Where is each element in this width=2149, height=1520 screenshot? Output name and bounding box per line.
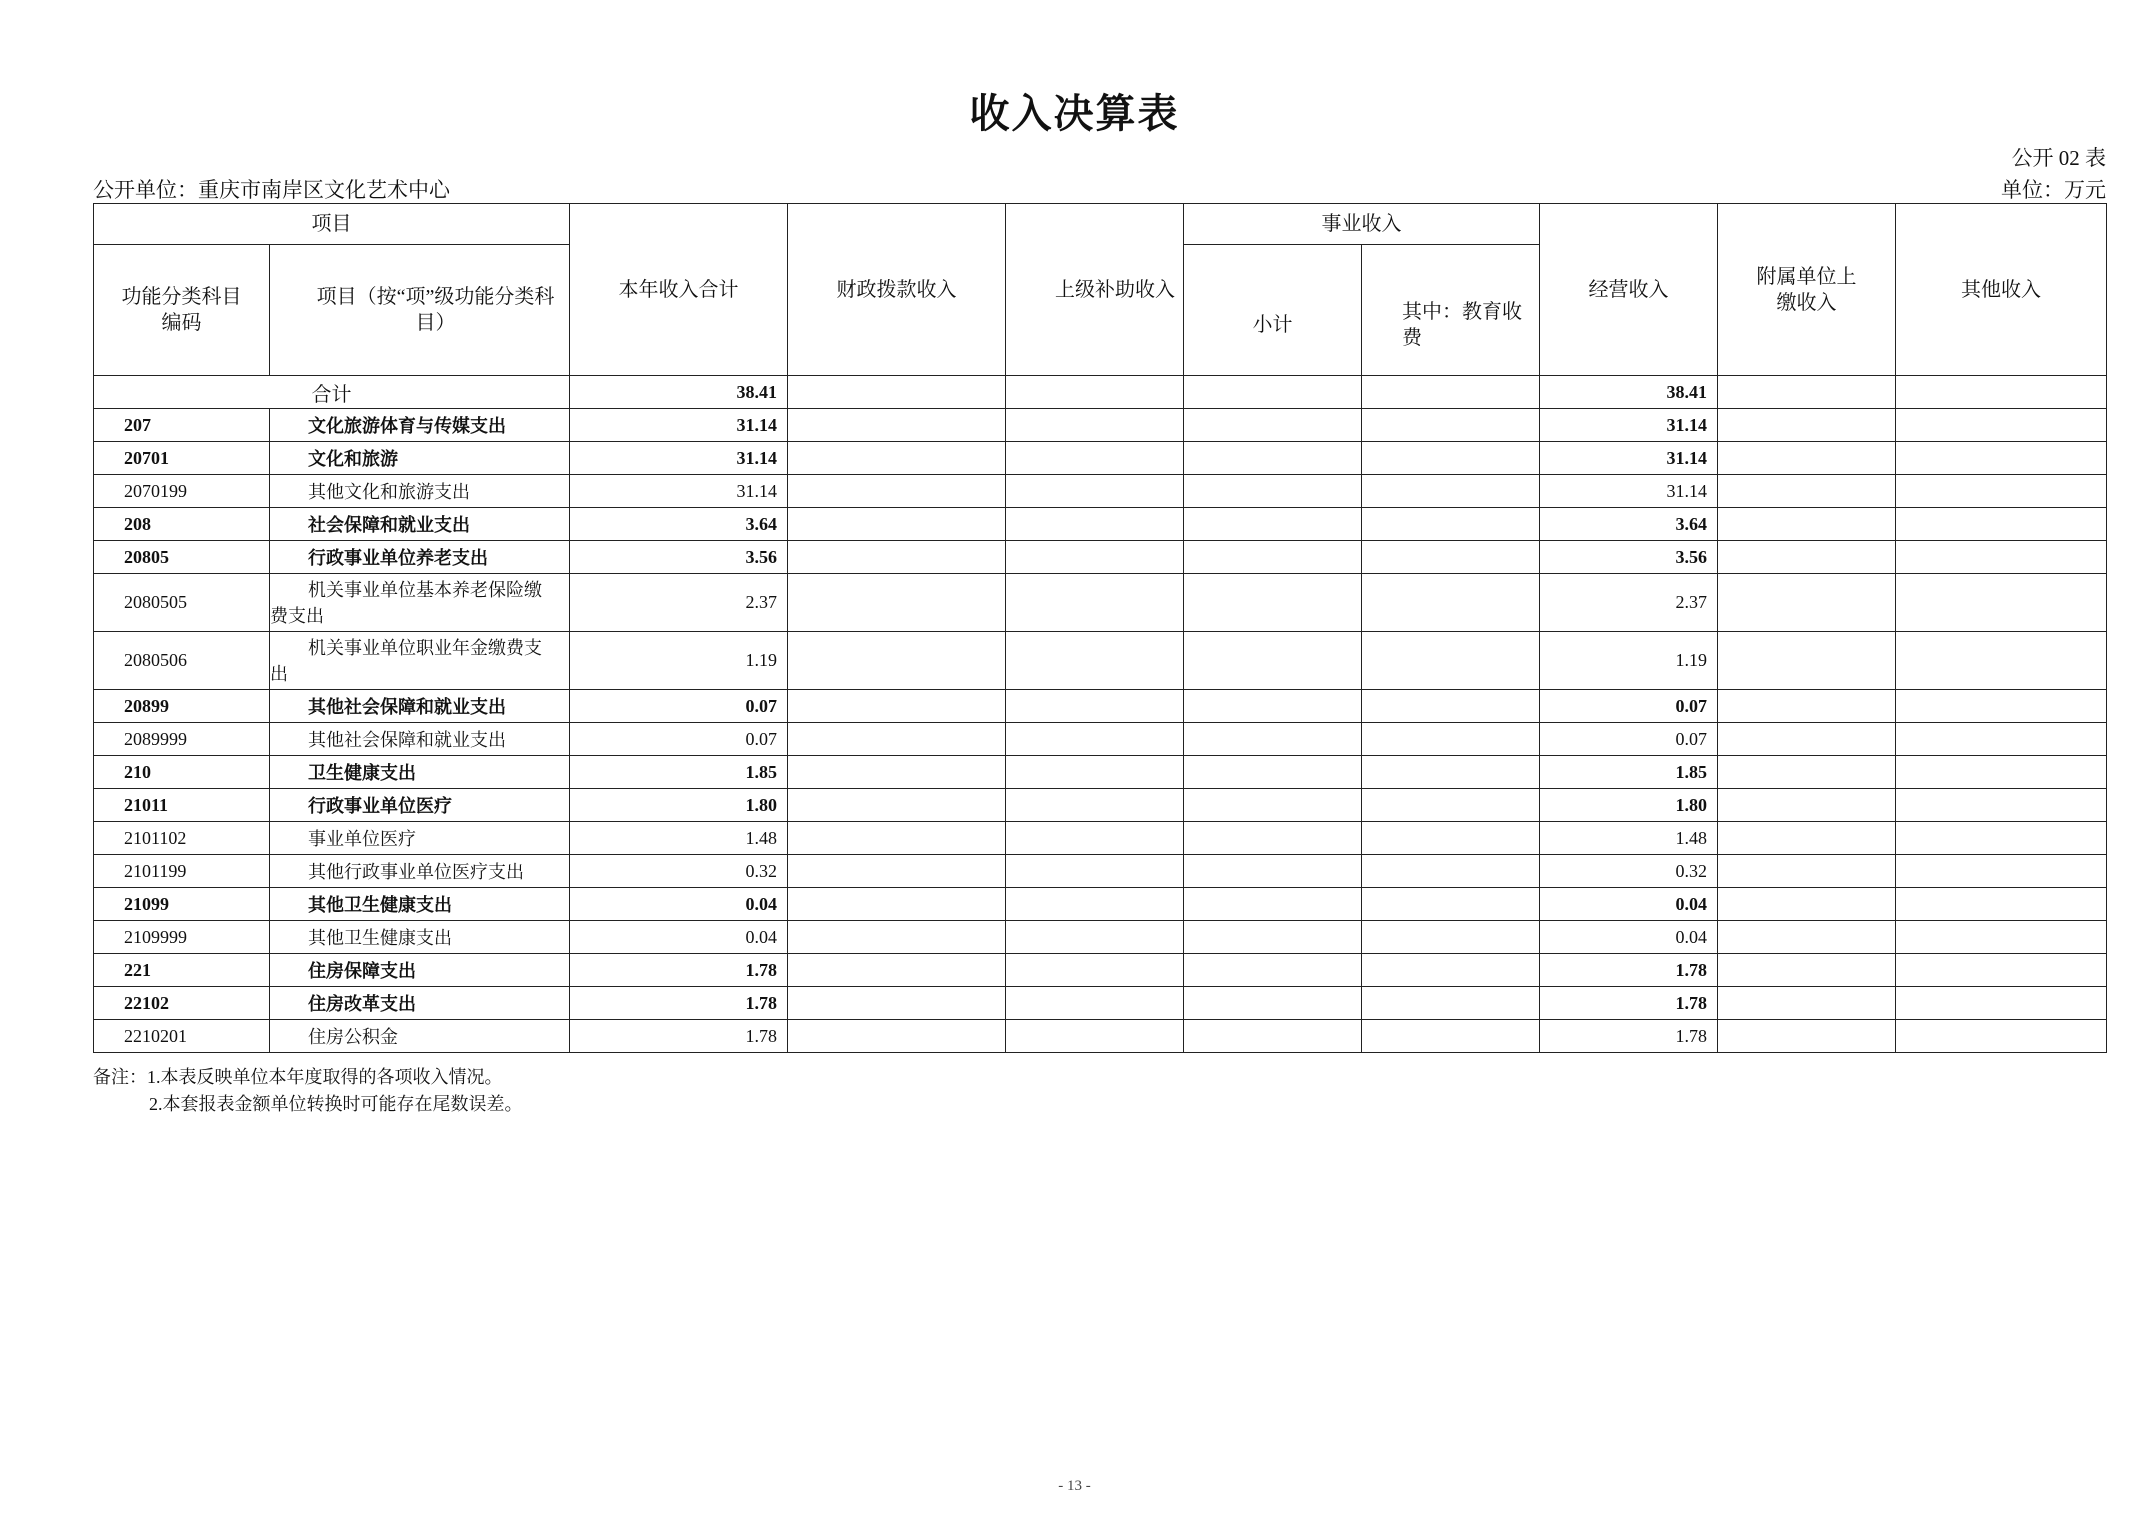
table-body xyxy=(94,376,2107,1053)
total-income: 38.41 xyxy=(570,376,788,409)
header-name: 项目（按“项”级功能分类科目） xyxy=(270,245,570,376)
table-row: 21011 行政事业单位医疗 1.80 1.80 xyxy=(94,789,2107,822)
table-row: 2070199 其他文化和旅游支出 31.14 31.14 xyxy=(94,475,2107,508)
table-row: 2080506 机关事业单位职业年金缴费支 出 1.19 1.19 xyxy=(94,632,2107,690)
table-row: 2089999 其他社会保障和就业支出 0.07 0.07 xyxy=(94,723,2107,756)
note-line-1: 备注：1.本表反映单位本年度取得的各项收入情况。 xyxy=(93,1067,503,1087)
table-row: 20805 行政事业单位养老支出 3.56 3.56 xyxy=(94,541,2107,574)
table-row: 2080505 机关事业单位基本养老保险缴 费支出 2.37 2.37 xyxy=(94,574,2107,632)
table-row: 210 卫生健康支出 1.85 1.85 xyxy=(94,756,2107,789)
reporting-unit: 公开单位：重庆市南岸区文化艺术中心 xyxy=(93,178,450,202)
table-row: 21099 其他卫生健康支出 0.04 0.04 xyxy=(94,888,2107,921)
header-total: 本年收入合计 xyxy=(570,204,788,376)
currency-unit: 单位：万元 xyxy=(2001,178,2106,202)
header-subtotal: 小计 xyxy=(1184,245,1362,376)
table-row: 20701 文化和旅游 31.14 31.14 xyxy=(94,442,2107,475)
total-operating: 38.41 xyxy=(1540,376,1718,409)
table-row: 207 文化旅游体育与传媒支出 31.14 31.14 xyxy=(94,409,2107,442)
income-table xyxy=(93,203,2107,1053)
table-row-total xyxy=(94,376,2107,409)
table-row: 2101199 其他行政事业单位医疗支出 0.32 0.32 xyxy=(94,855,2107,888)
header-business: 事业收入 xyxy=(1184,204,1540,245)
header-project: 项目 xyxy=(94,204,570,245)
header-fiscal: 财政拨款收入 xyxy=(788,204,1006,376)
table-row: 208 社会保障和就业支出 3.64 3.64 xyxy=(94,508,2107,541)
total-label: 合计 xyxy=(94,376,570,409)
header-edu-fee: 其中：教育收费 xyxy=(1362,245,1540,376)
table-row: 221 住房保障支出 1.78 1.78 xyxy=(94,954,2107,987)
header-superior: 上级补助收入 xyxy=(1006,204,1184,376)
table-row: 2210201 住房公积金 1.78 1.78 xyxy=(94,1020,2107,1053)
table-notes xyxy=(93,1064,523,1118)
form-number: 公开 02 表 xyxy=(2011,146,2106,170)
page-title: 收入决算表 xyxy=(969,91,1180,136)
table-row: 2109999 其他卫生健康支出 0.04 0.04 xyxy=(94,921,2107,954)
note-line-2: 2.本套报表金额单位转换时可能存在尾数误差。 xyxy=(149,1094,523,1114)
header-operating: 经营收入 xyxy=(1540,204,1718,376)
page-number: - 13 - xyxy=(1058,1478,1091,1494)
header-code: 功能分类科目编码 xyxy=(94,245,270,376)
table-header xyxy=(94,204,2107,376)
table-row: 20899 其他社会保障和就业支出 0.07 0.07 xyxy=(94,690,2107,723)
header-affiliated: 附属单位上缴收入 xyxy=(1718,204,1896,376)
table-row: 22102 住房改革支出 1.78 1.78 xyxy=(94,987,2107,1020)
table-row: 2101102 事业单位医疗 1.48 1.48 xyxy=(94,822,2107,855)
header-other: 其他收入 xyxy=(1896,204,2107,376)
